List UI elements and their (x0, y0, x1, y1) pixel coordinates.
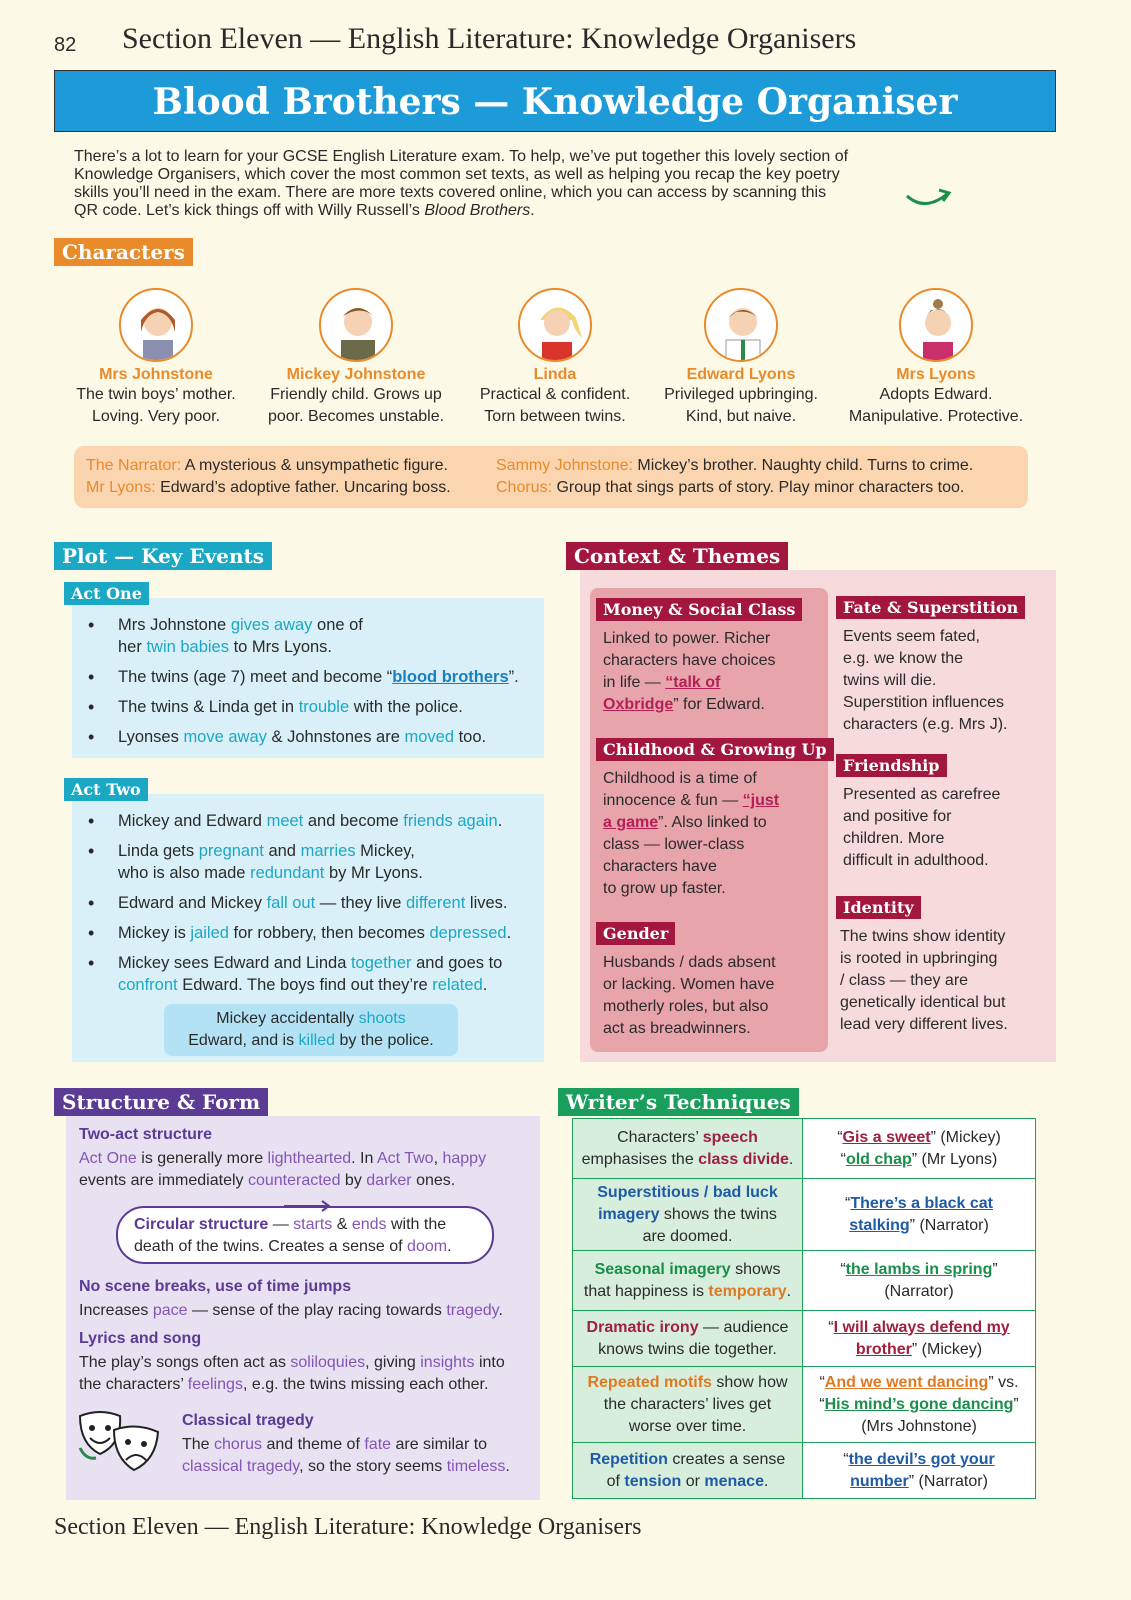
table-row: Seasonal imagery shows that happiness is temporary. “the lambs in spring” (Narrator) (573, 1251, 1036, 1311)
two-act-label: Two-act structure (79, 1126, 213, 1143)
list-item: • Mrs Johnstone gives away one of her twin babies to Mrs Lyons. (72, 614, 544, 658)
gender-text: Husbands / dads absent or lacking. Women have motherly roles, but also act as breadwinners. (603, 954, 776, 1037)
list-item: • Mickey is jailed for robbery, then becomes depressed. (72, 922, 544, 944)
character-linda: Linda Practical & confident. Torn between twins. (455, 288, 655, 428)
table-row: Repeated motifs show how the characters’ lives get worse over time. “And we went dancing” vs. “His mind’s gone dancing” (Mrs Johnstone) (573, 1367, 1036, 1443)
circular-arrow-icon (282, 1198, 334, 1214)
mrs-lyons-portrait (899, 288, 973, 362)
mickey-portrait (319, 288, 393, 362)
minor-chorus: Chorus: Group that sings parts of story. Play minor characters too. (496, 479, 965, 496)
friendship-text: Presented as carefree and positive for children. More difficult in adulthood. (843, 786, 1001, 869)
ending-callout: Mickey accidentally shoots Edward, and is killed by the police. (164, 1004, 458, 1056)
circular-structure-box: Circular structure — starts & ends with the death of the twins. Creates a sense of doom. (116, 1206, 494, 1264)
friendship-label: Friendship (836, 754, 947, 777)
table-row: Repetition creates a sense of tension or menace. “the devil’s got your number” (Narrator) (573, 1443, 1036, 1499)
scene-breaks-text: Increases pace — sense of the play racing towards tragedy. (79, 1302, 503, 1319)
list-item: • The twins & Linda get in trouble with the police. (72, 696, 544, 718)
scene-breaks-label: No scene breaks, use of time jumps (79, 1278, 352, 1295)
plot-heading: Plot — Key Events (54, 542, 272, 570)
fate-text: Events seem fated, e.g. we know the twins will die. Superstition influences characters (e.g. Mrs J). (843, 628, 1008, 733)
act-two-label: Act Two (64, 778, 148, 801)
table-row: Characters’ speech emphasises the class divide. “Gis a sweet” (Mickey) “old chap” (Mr Lyons) (573, 1119, 1036, 1179)
classical-tragedy-label: Classical tragedy (182, 1412, 314, 1429)
character-mrs-lyons: Mrs Lyons Adopts Edward. Manipulative. Protective. (836, 288, 1036, 428)
lyrics-text: The play’s songs often act as soliloquies, giving insights into the characters’ feelings, e.g. the twins missing each other. (79, 1354, 505, 1393)
money-label: Money & Social Class (596, 598, 802, 621)
theatre-masks-icon (76, 1408, 162, 1474)
linda-portrait (518, 288, 592, 362)
list-item: • Mickey sees Edward and Linda together and goes to confront Edward. The boys find out they’re related. (72, 952, 544, 996)
minor-mr-lyons: Mr Lyons: Edward’s adoptive father. Uncaring boss. (86, 479, 451, 496)
page-title: Blood Brothers — Knowledge Organiser (54, 70, 1056, 132)
table-row: Superstitious / bad luck imagery shows the twins are doomed. “There’s a black cat stalking” (Narrator) (573, 1179, 1036, 1251)
page-number: 82 (54, 34, 77, 56)
identity-text: The twins show identity is rooted in upbringing / class — they are genetically identical but lead very different lives. (840, 928, 1008, 1033)
list-item: • Lyonses move away & Johnstones are moved too. (72, 726, 544, 748)
list-item: • Mickey and Edward meet and become friends again. (72, 810, 544, 832)
intro-text: There’s a lot to learn for your GCSE English Literature exam. To help, we’ve put together this lovely section of Knowledge Organisers, which cover the most common set texts, as well as helping you recap the key poetry skills you’ll need in the exam. There are more texts covered online, which you can access by scanning this QR code. Let’s kick things off with Willy Russell’s Blood Brothers. (74, 148, 849, 219)
minor-characters-box (74, 446, 1028, 508)
identity-label: Identity (836, 896, 921, 919)
techniques-heading: Writer’s Techniques (558, 1088, 799, 1116)
two-act-text: Act One is generally more lighthearted. In Act Two, happy events are immediately counteracted by darker ones. (79, 1150, 487, 1189)
classical-tragedy-text: The chorus and theme of fate are similar to classical tragedy, so the story seems timeless. (182, 1436, 510, 1475)
minor-narrator: The Narrator: A mysterious & unsympathetic figure. (86, 457, 448, 474)
techniques-table (572, 1118, 1036, 1499)
page-footer: Section Eleven — English Literature: Knowledge Organisers (54, 1514, 642, 1540)
gender-label: Gender (596, 922, 675, 945)
minor-sammy: Sammy Johnstone: Mickey’s brother. Naughty child. Turns to crime. (496, 457, 974, 474)
context-heading: Context & Themes (566, 542, 788, 570)
table-row: Dramatic irony — audience knows twins die together. “I will always defend my brother” (Mickey) (573, 1311, 1036, 1367)
act-one-box (72, 598, 544, 758)
money-text: Linked to power. Richer characters have choices in life — “talk of Oxbridge” for Edward. (603, 630, 776, 713)
character-edward-lyons: Edward Lyons Privileged upbringing. Kind, but naive. (641, 288, 841, 428)
lyrics-label: Lyrics and song (79, 1330, 202, 1347)
mrs-johnstone-portrait (119, 288, 193, 362)
character-mickey-johnstone: Mickey Johnstone Friendly child. Grows up poor. Becomes unstable. (256, 288, 456, 428)
running-head: Section Eleven — English Literature: Knowledge Organisers (122, 22, 857, 55)
curved-arrow-icon (905, 186, 953, 210)
childhood-text: Childhood is a time of innocence & fun — “just a game”. Also linked to class — lower-class characters have to grow up faster. (603, 770, 780, 897)
act-one-label: Act One (64, 582, 149, 605)
list-item: • Linda gets pregnant and marries Mickey, who is also made redundant by Mr Lyons. (72, 840, 544, 884)
childhood-label: Childhood & Growing Up (596, 738, 834, 761)
edward-portrait (704, 288, 778, 362)
list-item: • Edward and Mickey fall out — they live different lives. (72, 892, 544, 914)
structure-heading: Structure & Form (54, 1088, 268, 1116)
list-item: • The twins (age 7) meet and become “blood brothers”. (72, 666, 544, 688)
character-mrs-johnstone: Mrs Johnstone The twin boys’ mother. Loving. Very poor. (56, 288, 256, 428)
fate-label: Fate & Superstition (836, 596, 1025, 619)
characters-heading: Characters (54, 238, 193, 266)
